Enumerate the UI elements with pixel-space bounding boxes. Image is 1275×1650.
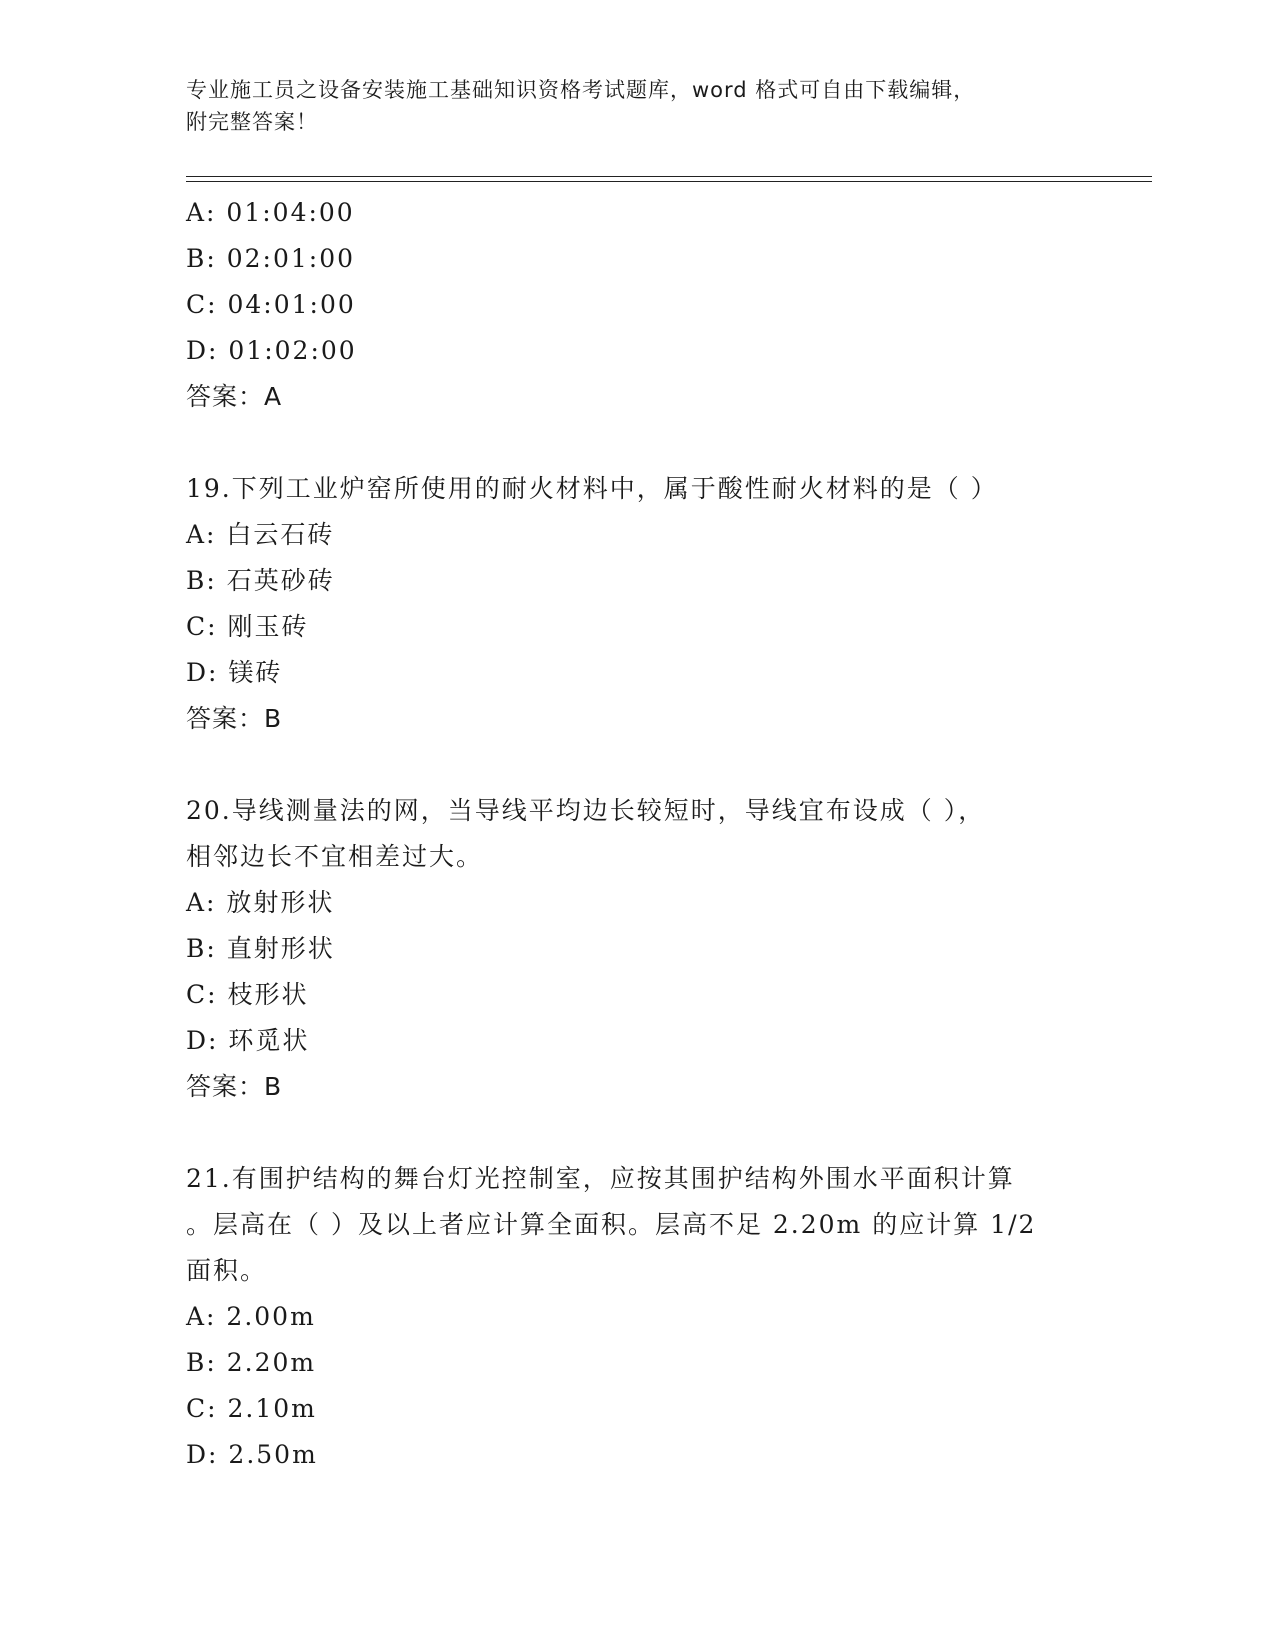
option-d: D: 环觅状 (186, 1026, 310, 1055)
option-d: D: 镁砖 (186, 658, 283, 687)
option-b: B: 2.20m (186, 1348, 317, 1377)
spacer (186, 1110, 1086, 1156)
answer-label: 答案：A (186, 382, 283, 411)
spacer (186, 742, 1086, 788)
option-a: A: 2.00m (186, 1302, 316, 1331)
option-c: C: 2.10m (186, 1394, 317, 1423)
option-c: C: 枝形状 (186, 980, 309, 1009)
option-b: B: 石英砂砖 (186, 566, 335, 595)
answer-label: 答案：B (186, 1072, 283, 1101)
question-20 (186, 788, 1086, 1110)
question-text-line-1: 20.导线测量法的网，当导线平均边长较短时，导线宜布设成（ ）， (186, 796, 986, 825)
header-divider-top (186, 176, 1152, 177)
question-text-line-2: 。层高在（ ）及以上者应计算全面积。层高不足 2.20m 的应计算 1/2 (186, 1210, 1037, 1239)
header-divider-bottom (186, 181, 1152, 182)
header-title-line-1: 专业施工员之设备安装施工基础知识资格考试题库，word 格式可自由下载编辑， (186, 78, 976, 102)
option-b: B: 02:01:00 (186, 244, 356, 273)
spacer (186, 420, 1086, 466)
header-title-line-2: 附完整答案！ (186, 110, 318, 134)
document-header (186, 74, 1066, 138)
option-c: C: 刚玉砖 (186, 612, 309, 641)
option-d: D: 01:02:00 (186, 336, 357, 365)
question-list (186, 190, 1086, 1478)
question-19 (186, 466, 1086, 742)
option-a: A: 01:04:00 (186, 198, 355, 227)
question-21 (186, 1156, 1086, 1478)
question-text-line-1: 21.有围护结构的舞台灯光控制室，应按其围护结构外围水平面积计算 (186, 1164, 1015, 1193)
option-a: A: 白云石砖 (186, 520, 335, 549)
question-text-line-2: 相邻边长不宜相差过大。 (186, 842, 484, 871)
option-b: B: 直射形状 (186, 934, 335, 963)
answer-label: 答案：B (186, 704, 283, 733)
option-d: D: 2.50m (186, 1440, 318, 1469)
question-18 (186, 190, 1086, 420)
question-text: 19.下列工业炉窑所使用的耐火材料中，属于酸性耐火材料的是（ ） (186, 474, 998, 503)
option-a: A: 放射形状 (186, 888, 335, 917)
question-text-line-3: 面积。 (186, 1256, 268, 1285)
option-c: C: 04:01:00 (186, 290, 356, 319)
